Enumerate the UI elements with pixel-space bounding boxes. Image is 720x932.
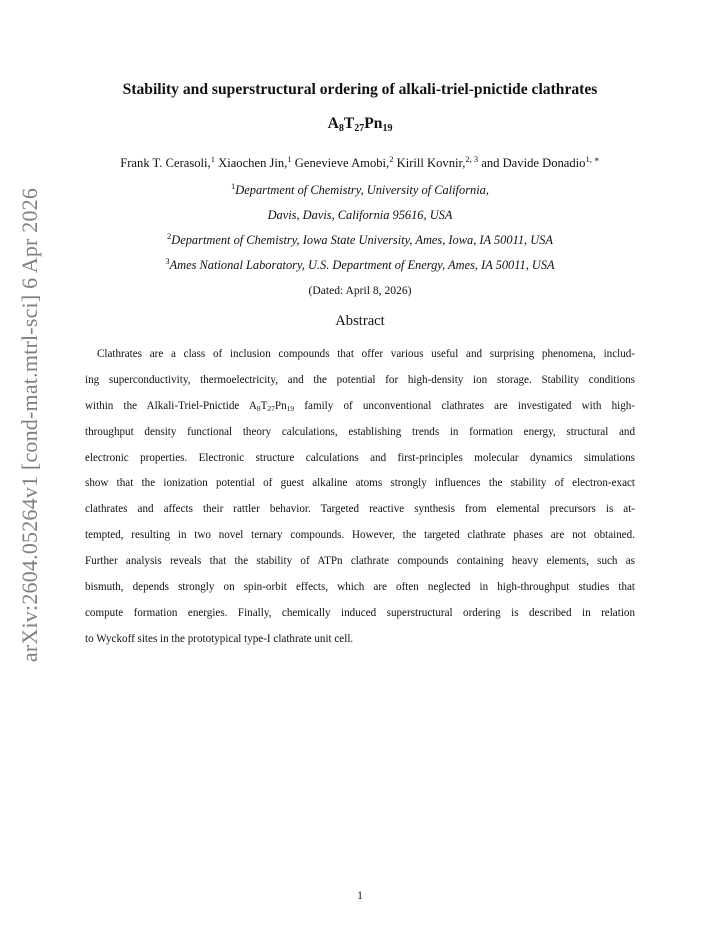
abstract-formula-a-sub: 8 <box>256 403 261 413</box>
abstract-line: compute formation energies. Finally, chemically induced superstructural ordering is described in relation <box>85 606 635 619</box>
abstract-line: tempted, resulting in two novel ternary compounds. However, the targeted clathrate phases are not obtained. <box>85 529 635 542</box>
affiliation-2 <box>60 232 660 248</box>
abstract-line: electronic properties. Electronic structure calculations and first-principles molecular dynamics simulations <box>85 451 635 464</box>
abstract-line: to Wyckoff sites in the prototypical type-I clathrate unit cell. <box>85 632 354 645</box>
formula-pn-sub: 19 <box>382 123 393 134</box>
abstract-formula-a: A <box>248 399 257 412</box>
abstract-line: show that the ionization potential of guest alkaline atoms strongly influences the stability of electron-exact <box>85 477 635 490</box>
formula-t: T <box>343 115 355 132</box>
paper-title <box>60 80 660 100</box>
affiliation-1-mark: 1 <box>231 181 236 191</box>
abstract-formula-pn: Pn <box>274 399 287 412</box>
abstract-body <box>85 342 635 653</box>
abstract-line: Clathrates are a class of inclusion compounds that offer various useful and surprising phenomena, includ- <box>97 348 635 360</box>
paper-title-formula <box>60 114 660 139</box>
affiliation-1 <box>60 182 660 198</box>
formula-a-sub: 8 <box>338 123 344 134</box>
abstract-line: bismuth, depends strongly on spin-orbit effects, which are often neglected in high-throughput studies that <box>85 581 635 594</box>
affiliation-2-text: Department of Chemistry, Iowa State University, Ames, Iowa, IA 50011, USA <box>171 233 553 247</box>
author-list <box>40 155 680 171</box>
abstract-line: throughput density functional theory calculations, establishing trends in formation energy, structural and <box>85 425 635 438</box>
abstract-line: clathrates and affects their rattler behavior. Targeted reactive synthesis from elemental precursors is at- <box>85 503 635 516</box>
author-affiliation-mark: 1 <box>287 154 292 164</box>
formula-t-sub: 27 <box>354 123 365 134</box>
author-affiliation-mark: 1, ∗ <box>585 154 600 164</box>
formula-pn: Pn <box>364 115 383 132</box>
affiliation-2-mark: 2 <box>167 231 172 241</box>
author-name: Kirill Kovnir, <box>393 156 466 170</box>
affiliation-1-line1: Department of Chemistry, University of California, <box>235 183 489 197</box>
author-affiliation-mark: 1 <box>210 154 215 164</box>
arxiv-stamp-text: arXiv:2604.05264v1 [cond-mat.mtrl-sci] 6 Apr 2026 <box>17 187 42 663</box>
affiliation-3 <box>60 257 660 273</box>
abstract-formula-t-sub: 27 <box>267 403 275 413</box>
affiliation-3-text: Ames National Laboratory, U.S. Department of Energy, Ames, IA 50011, USA <box>169 258 555 272</box>
formula-a: A <box>327 115 339 132</box>
abstract-line: Further analysis reveals that the stability of ATPn clathrate compounds containing heavy elements, such as <box>85 555 635 568</box>
author-name: Genevieve Amobi, <box>291 156 390 170</box>
author-affiliation-mark: 2, 3 <box>465 154 479 164</box>
author-affiliation-mark: 2 <box>389 154 394 164</box>
page-number: 1 <box>357 889 363 902</box>
abstract-text: within the Alkali-Triel-Pnictide <box>85 399 249 412</box>
abstract-line: ing superconductivity, thermoelectricity, and the potential for high-density ion storage. Stability conditions <box>85 373 635 386</box>
paper-title-line: Stability and superstructural ordering of alkali-triel-pnictide clathrates <box>122 81 598 98</box>
author-name: and Davide Donadio <box>478 156 586 170</box>
abstract-heading: Abstract <box>335 313 385 329</box>
affiliation-1-continued <box>60 207 660 223</box>
author-name: Frank T. Cerasoli, <box>120 156 211 170</box>
abstract-formula-t: T <box>260 399 268 412</box>
abstract-formula-pn-sub: 19 <box>286 403 295 413</box>
author-name: Xiaochen Jin, <box>214 156 288 170</box>
abstract-line <box>85 394 635 420</box>
affiliation-3-mark: 3 <box>165 256 170 266</box>
abstract-text: family of unconventional clathrates are investigated with high- <box>294 399 635 412</box>
affiliation-1-line2: Davis, Davis, California 95616, USA <box>267 208 453 222</box>
date-line: (Dated: April 8, 2026) <box>308 284 412 297</box>
